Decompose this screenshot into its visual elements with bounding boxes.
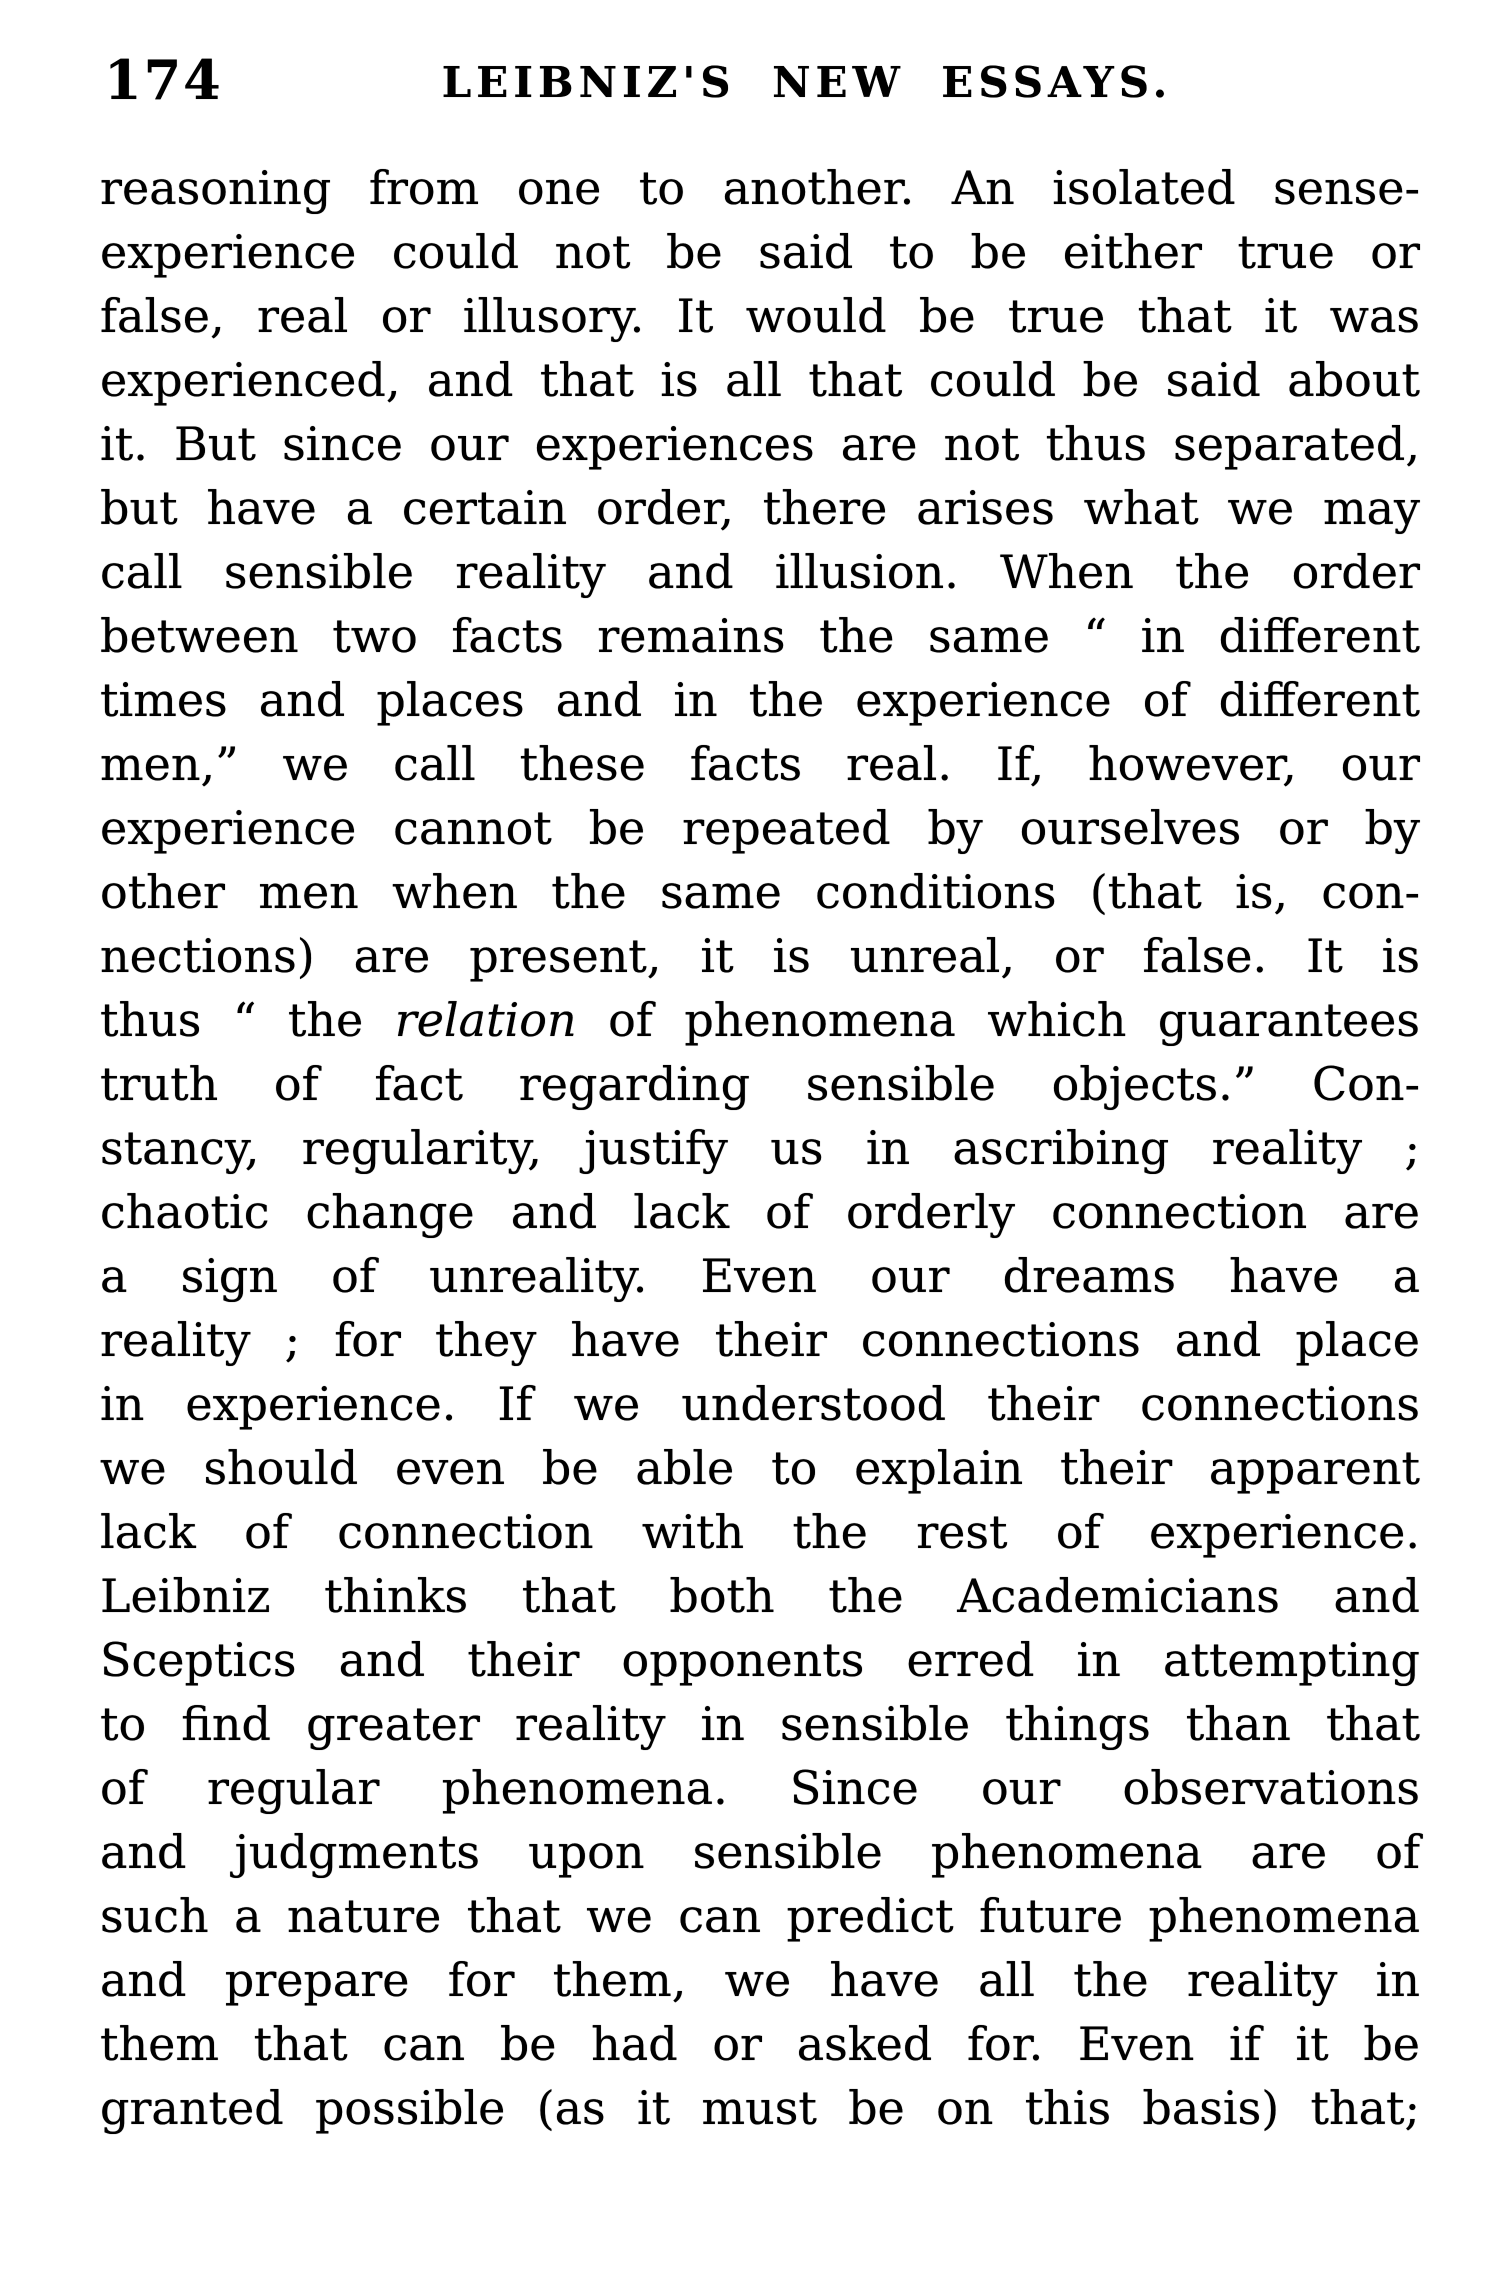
text-line [100,1372,1420,1436]
text-segment: them that can be had or asked for. Even if it be [100,2017,1420,2071]
text-line [100,988,1420,1052]
text-segment: stancy, regularity, justify us in ascribing reality ; [100,1121,1420,1175]
text-line [100,668,1420,732]
text-line [100,2012,1420,2076]
text-line [100,412,1420,476]
text-line [100,1628,1420,1692]
text-segment: in experience. If we understood their connections [100,1377,1420,1431]
text-line [100,1500,1420,1564]
text-line [100,2076,1420,2140]
text-line [100,1884,1420,1948]
text-segment: Leibniz thinks that both the Academicians and [100,1569,1420,1623]
text-line [100,156,1420,220]
text-segment: between two facts remains the same “ in different [100,609,1420,663]
text-segment: we should even be able to explain their apparent [100,1441,1420,1495]
text-line [100,1820,1420,1884]
text-line [100,604,1420,668]
text-segment: of regular phenomena. Since our observations [100,1761,1420,1815]
text-segment: a sign of unreality. Even our dreams have a [100,1249,1420,1303]
text-line [100,1756,1420,1820]
text-line [100,1180,1420,1244]
text-line [100,1116,1420,1180]
text-line [100,1564,1420,1628]
text-line [100,1436,1420,1500]
text-segment: nections) are present, it is unreal, or false. It is [100,929,1420,983]
text-segment: but have a certain order, there arises what we may [100,481,1420,535]
text-line [100,1244,1420,1308]
text-segment: of phenomena which guarantees [576,993,1421,1047]
page-number: 174 [104,48,223,112]
text-segment: men,” we call these facts real. If, however, our [100,737,1420,791]
text-segment: truth of fact regarding sensible objects.” Con- [100,1057,1420,1111]
text-segment: such a nature that we can predict future phenomena [100,1889,1420,1943]
text-segment: and judgments upon sensible phenomena are of [100,1825,1420,1879]
body-text [100,156,1420,2140]
text-segment: call sensible reality and illusion. When the order [100,545,1420,599]
text-segment: false, real or illusory. It would be true that it was [100,289,1420,343]
italic-word: relation [394,993,577,1047]
text-segment: experience could not be said to be either true or [100,225,1420,279]
text-line [100,284,1420,348]
text-line [100,1308,1420,1372]
text-segment: lack of connection with the rest of experience. [100,1505,1420,1559]
text-line [100,348,1420,412]
text-line [100,476,1420,540]
text-segment: thus “ the [100,993,395,1047]
text-segment: it. But since our experiences are not thus separated, [100,417,1420,471]
text-line [100,1692,1420,1756]
text-segment: experience cannot be repeated by ourselves or by [100,801,1420,855]
text-line [100,220,1420,284]
text-line [100,1948,1420,2012]
running-header-title: LEIBNIZ'S NEW ESSAYS. [441,58,1173,107]
text-segment: times and places and in the experience of different [100,673,1420,727]
text-line [100,732,1420,796]
text-line [100,860,1420,924]
text-segment: reality ; for they have their connections and place [100,1313,1420,1367]
text-line [100,540,1420,604]
text-segment: granted possible (as it must be on this basis) that; [100,2081,1420,2135]
text-line [100,924,1420,988]
text-segment: Sceptics and their opponents erred in attempting [100,1633,1420,1687]
text-segment: reasoning from one to another. An isolated sense- [100,161,1420,215]
text-line [100,1052,1420,1116]
text-line [100,796,1420,860]
text-segment: other men when the same conditions (that is, con- [100,865,1420,919]
text-segment: to find greater reality in sensible things than that [100,1697,1420,1751]
text-segment: and prepare for them, we have all the reality in [100,1953,1420,2007]
text-segment: experienced, and that is all that could be said about [100,353,1420,407]
text-segment: chaotic change and lack of orderly connection are [100,1185,1420,1239]
